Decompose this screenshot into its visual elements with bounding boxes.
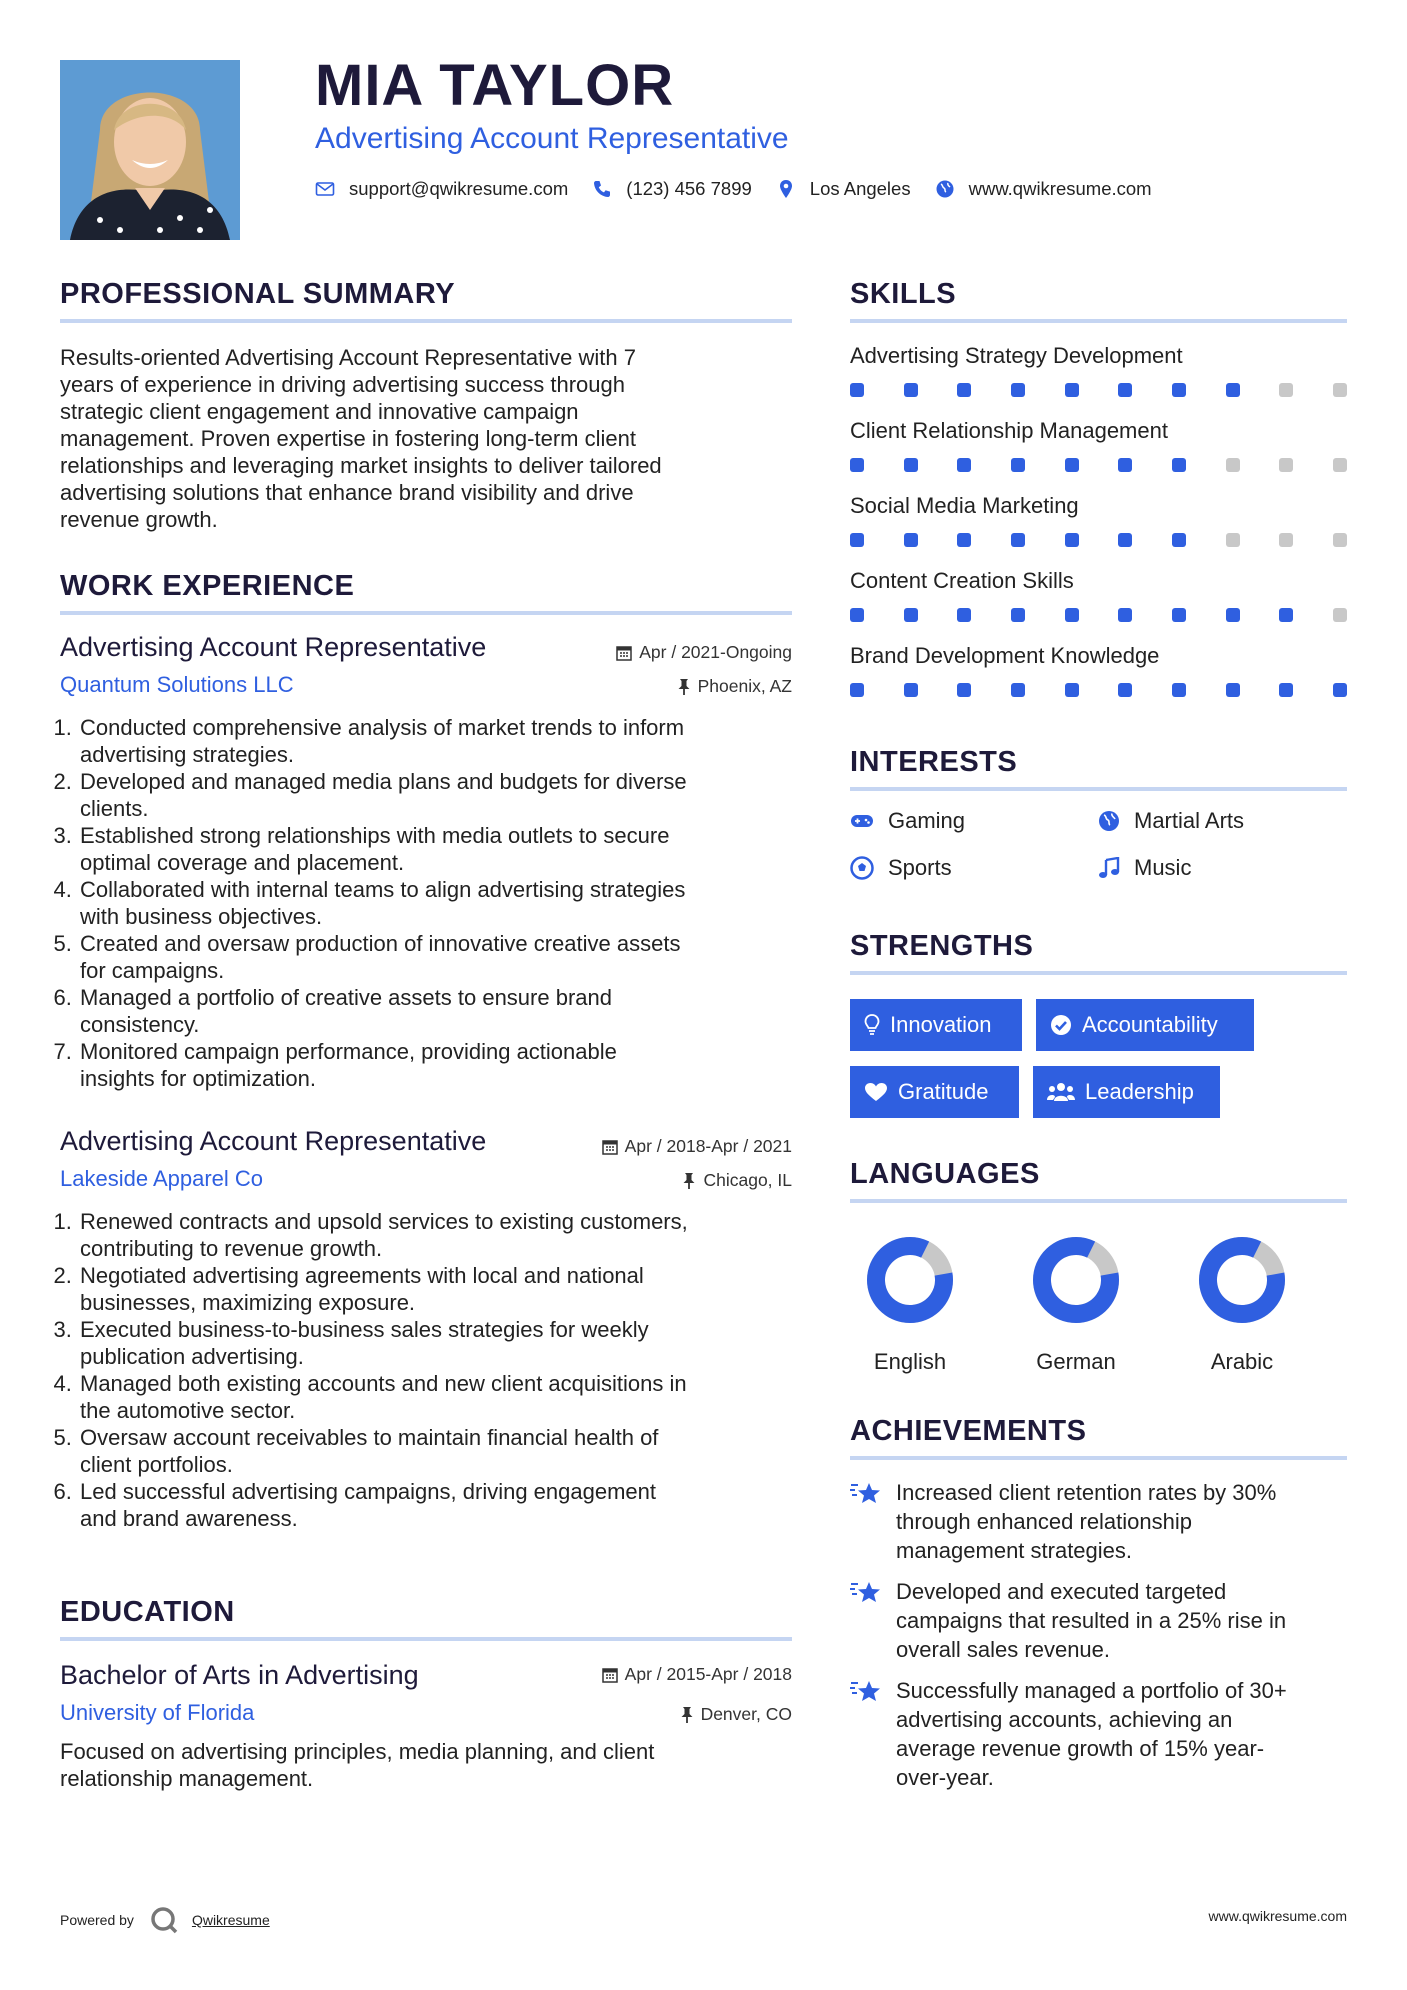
achievement-line: Developed and executed targeted bbox=[896, 1579, 1227, 1604]
skill-dot-filled bbox=[1279, 683, 1293, 697]
language-donut bbox=[1196, 1234, 1288, 1326]
skill-dot-filled bbox=[904, 608, 918, 622]
bullet-line: Negotiated advertising agreements with local and national bbox=[80, 1263, 644, 1288]
bullet-line: Developed and managed media plans and budgets for diverse bbox=[80, 769, 687, 794]
bullet-line: insights for optimization. bbox=[80, 1066, 316, 1091]
summary-line: advertising solutions that enhance brand visibility and drive bbox=[60, 480, 634, 505]
skill-dot-empty bbox=[1333, 533, 1347, 547]
strength-tag-innovation bbox=[850, 999, 1022, 1051]
interest-label: Martial Arts bbox=[1134, 808, 1245, 833]
education-date-text: Apr / 2015-Apr / 2018 bbox=[624, 1664, 792, 1684]
job-date bbox=[615, 642, 792, 663]
summary-text bbox=[60, 344, 792, 533]
job-bullets bbox=[60, 1208, 792, 1532]
strengths-heading: STRENGTHS bbox=[850, 930, 1034, 962]
skill-dot-empty bbox=[1279, 383, 1293, 397]
skill-dot-filled bbox=[957, 608, 971, 622]
skill-dot-filled bbox=[1118, 683, 1132, 697]
skill-dot-empty bbox=[1333, 383, 1347, 397]
skill-dot-filled bbox=[1065, 608, 1079, 622]
summary-line: Results-oriented Advertising Account Representative with 7 bbox=[60, 345, 636, 370]
job-bullet bbox=[78, 1370, 792, 1424]
strength-label: Innovation bbox=[890, 1012, 992, 1037]
job-entry bbox=[60, 632, 792, 1102]
education-location bbox=[679, 1704, 792, 1725]
skill-dot-filled bbox=[1011, 383, 1025, 397]
contact-location bbox=[776, 178, 911, 200]
achievement-item bbox=[850, 1577, 1350, 1664]
heart-icon bbox=[864, 1082, 888, 1102]
footer-powered-by bbox=[60, 1905, 270, 1935]
language-item bbox=[850, 1234, 970, 1375]
skill-dot-filled bbox=[850, 533, 864, 547]
skill-dot-empty bbox=[1226, 533, 1240, 547]
bullet-line: Collaborated with internal teams to align advertising strategies bbox=[80, 877, 686, 902]
summary-line: relationships and leveraging market insights to deliver tailored bbox=[60, 453, 662, 478]
job-bullet bbox=[78, 1038, 792, 1092]
achievement-line: management strategies. bbox=[896, 1538, 1133, 1563]
skill-dot-filled bbox=[1172, 383, 1186, 397]
achievement-line: through enhanced relationship bbox=[896, 1509, 1193, 1534]
experience-rule bbox=[60, 611, 792, 615]
job-location-text: Phoenix, AZ bbox=[697, 676, 792, 696]
achievement-line: overall sales revenue. bbox=[896, 1637, 1111, 1662]
bullet-line: Managed a portfolio of creative assets to ensure brand bbox=[80, 985, 612, 1010]
experience-section bbox=[60, 570, 792, 615]
interest-label: Gaming bbox=[888, 808, 966, 833]
achievement-line: Successfully managed a portfolio of 30+ bbox=[896, 1678, 1287, 1703]
skill-dot-filled bbox=[1333, 683, 1347, 697]
education-line: relationship management. bbox=[60, 1766, 314, 1791]
skills-section bbox=[850, 278, 1347, 323]
achievement-item bbox=[850, 1676, 1350, 1792]
bullet-line: consistency. bbox=[80, 1012, 200, 1037]
calendar-icon bbox=[601, 1138, 619, 1156]
bullet-line: Managed both existing accounts and new client acquisitions in bbox=[80, 1371, 687, 1396]
achievement-text bbox=[896, 1478, 1276, 1565]
skill-name: Content Creation Skills bbox=[850, 568, 1074, 593]
job-bullet bbox=[78, 984, 792, 1038]
education-entry bbox=[60, 1660, 792, 1800]
bullet-line: Conducted comprehensive analysis of market trends to inform bbox=[80, 715, 685, 740]
skill-dot-filled bbox=[1118, 533, 1132, 547]
bullet-line: and brand awareness. bbox=[80, 1506, 298, 1531]
skill-dot-filled bbox=[850, 458, 864, 472]
achievement-line: Increased client retention rates by 30% bbox=[896, 1480, 1277, 1505]
skill-dot-filled bbox=[1172, 458, 1186, 472]
bullet-line: Oversaw account receivables to maintain financial health of bbox=[80, 1425, 659, 1450]
languages-heading: LANGUAGES bbox=[850, 1158, 1040, 1190]
summary-section bbox=[60, 278, 792, 323]
job-bullet bbox=[78, 930, 792, 984]
skill-dot-filled bbox=[957, 533, 971, 547]
skill-rating bbox=[850, 533, 1347, 547]
interests-rule bbox=[850, 787, 1347, 791]
job-date-text: Apr / 2021-Ongoing bbox=[639, 642, 792, 662]
strength-tag-leadership bbox=[1033, 1066, 1220, 1118]
skill-dot-filled bbox=[1065, 458, 1079, 472]
achievement-line: advertising accounts, achieving an bbox=[896, 1707, 1233, 1732]
globe-icon bbox=[1098, 810, 1120, 832]
language-donut bbox=[864, 1234, 956, 1326]
skill-dot-filled bbox=[1065, 533, 1079, 547]
skill-rating bbox=[850, 608, 1347, 622]
job-location bbox=[676, 676, 792, 697]
interest-sports bbox=[850, 855, 952, 881]
skill-dot-filled bbox=[1118, 383, 1132, 397]
language-item bbox=[1182, 1234, 1302, 1375]
interests-heading: INTERESTS bbox=[850, 746, 1018, 778]
skill-dot-filled bbox=[904, 683, 918, 697]
contact-phone[interactable] bbox=[592, 178, 752, 200]
job-title: Advertising Account Representative bbox=[60, 632, 487, 662]
skill-dot-empty bbox=[1333, 458, 1347, 472]
bullet-line: clients. bbox=[80, 796, 149, 821]
contact-location-text: Los Angeles bbox=[809, 178, 911, 199]
degree-title: Bachelor of Arts in Advertising bbox=[60, 1660, 419, 1690]
job-bullet bbox=[78, 1262, 792, 1316]
job-title: Advertising Account Representative bbox=[60, 1126, 487, 1156]
strength-label: Gratitude bbox=[898, 1079, 989, 1104]
skill-dot-filled bbox=[957, 383, 971, 397]
language-label: German bbox=[1036, 1349, 1116, 1374]
qwikresume-link[interactable]: Qwikresume bbox=[191, 1912, 270, 1928]
languages-section bbox=[850, 1158, 1347, 1203]
skill-dot-filled bbox=[904, 383, 918, 397]
contact-website-text: www.qwikresume.com bbox=[968, 178, 1152, 199]
contact-email-text: support@qwikresume.com bbox=[349, 178, 569, 199]
map-pin-icon bbox=[776, 179, 796, 199]
interest-label: Music bbox=[1134, 855, 1192, 880]
achievement-text bbox=[896, 1577, 1286, 1664]
job-bullet bbox=[78, 1478, 792, 1532]
summary-line: revenue growth. bbox=[60, 507, 218, 532]
phone-icon bbox=[592, 179, 612, 199]
powered-by-text: Powered by bbox=[60, 1912, 134, 1928]
strength-tag-accountability bbox=[1036, 999, 1254, 1051]
achievement-text bbox=[896, 1676, 1287, 1792]
job-bullet bbox=[78, 1316, 792, 1370]
skill-rating bbox=[850, 383, 1347, 397]
job-date-text: Apr / 2018-Apr / 2021 bbox=[624, 1136, 792, 1156]
summary-line: management. Proven expertise in fostering long-term client bbox=[60, 426, 636, 451]
skill-dot-filled bbox=[1118, 608, 1132, 622]
skill-dot-filled bbox=[957, 458, 971, 472]
shooting-star-icon bbox=[850, 1579, 882, 1607]
interest-gaming bbox=[850, 808, 965, 834]
skill-dot-filled bbox=[957, 683, 971, 697]
strength-tag-gratitude bbox=[850, 1066, 1019, 1118]
calendar-icon bbox=[615, 644, 633, 662]
bullet-line: contributing to revenue growth. bbox=[80, 1236, 383, 1261]
job-bullet bbox=[78, 876, 792, 930]
contact-bar bbox=[315, 178, 1176, 200]
pushpin-icon bbox=[679, 1706, 695, 1724]
job-location-text: Chicago, IL bbox=[703, 1170, 792, 1190]
language-label: Arabic bbox=[1210, 1349, 1274, 1374]
bullet-line: businesses, maximizing exposure. bbox=[80, 1290, 416, 1315]
skill-dot-filled bbox=[1065, 683, 1079, 697]
skill-dot-filled bbox=[1226, 683, 1240, 697]
language-label: English bbox=[873, 1349, 947, 1374]
job-location bbox=[681, 1170, 792, 1191]
skills-heading: SKILLS bbox=[850, 278, 957, 310]
bullet-line: Created and oversaw production of innovative creative assets bbox=[80, 931, 681, 956]
skill-dot-filled bbox=[1172, 683, 1186, 697]
education-date bbox=[601, 1664, 792, 1685]
interests-section bbox=[850, 746, 1347, 791]
skill-dot-filled bbox=[1065, 383, 1079, 397]
job-date bbox=[601, 1136, 792, 1157]
bullet-line: for campaigns. bbox=[80, 958, 225, 983]
skill-dot-filled bbox=[904, 533, 918, 547]
strengths-section bbox=[850, 930, 1347, 975]
bullet-line: advertising strategies. bbox=[80, 742, 294, 767]
pushpin-icon bbox=[681, 1172, 697, 1190]
summary-heading: PROFESSIONAL SUMMARY bbox=[60, 278, 456, 310]
strengths-rule bbox=[850, 971, 1347, 975]
soccer-ball-icon bbox=[850, 856, 874, 880]
summary-line: years of experience in driving advertising success through bbox=[60, 372, 625, 397]
interest-music bbox=[1098, 855, 1191, 881]
education-rule bbox=[60, 1637, 792, 1641]
job-bullet bbox=[78, 768, 792, 822]
job-company: Lakeside Apparel Co bbox=[60, 1166, 264, 1191]
bullet-line: Established strong relationships with media outlets to secure bbox=[80, 823, 670, 848]
education-section bbox=[60, 1596, 792, 1641]
candidate-role: Advertising Account Representative bbox=[315, 122, 789, 155]
skill-name: Brand Development Knowledge bbox=[850, 643, 1160, 668]
skill-rating bbox=[850, 458, 1347, 472]
calendar-icon bbox=[601, 1666, 619, 1684]
bullet-line: publication advertising. bbox=[80, 1344, 304, 1369]
skill-dot-filled bbox=[1011, 608, 1025, 622]
job-bullet bbox=[78, 1424, 792, 1478]
skill-dot-filled bbox=[1011, 533, 1025, 547]
bullet-line: with business objectives. bbox=[80, 904, 323, 929]
skill-dot-filled bbox=[904, 458, 918, 472]
achievement-line: campaigns that resulted in a 25% rise in bbox=[896, 1608, 1287, 1633]
language-donut bbox=[1030, 1234, 1122, 1326]
bullet-line: Executed business-to-business sales strategies for weekly bbox=[80, 1317, 649, 1342]
profile-photo bbox=[60, 60, 240, 240]
skill-dot-empty bbox=[1279, 533, 1293, 547]
education-description bbox=[60, 1738, 792, 1792]
contact-email[interactable] bbox=[315, 178, 568, 200]
job-bullet bbox=[78, 1208, 792, 1262]
skill-dot-empty bbox=[1279, 458, 1293, 472]
skill-dot-filled bbox=[1279, 608, 1293, 622]
users-icon bbox=[1047, 1082, 1075, 1102]
skill-dot-filled bbox=[850, 608, 864, 622]
skill-dot-filled bbox=[1172, 533, 1186, 547]
skill-dot-empty bbox=[1226, 458, 1240, 472]
gamepad-icon bbox=[850, 811, 874, 831]
qwikresume-logo-icon bbox=[148, 1905, 182, 1935]
job-bullets bbox=[60, 714, 792, 1092]
shooting-star-icon bbox=[850, 1480, 882, 1508]
interest-martial-arts bbox=[1098, 808, 1244, 834]
summary-rule bbox=[60, 319, 792, 323]
music-note-icon bbox=[1098, 857, 1120, 879]
languages-rule bbox=[850, 1199, 1347, 1203]
bullet-line: Renewed contracts and upsold services to existing customers, bbox=[80, 1209, 688, 1234]
skill-dot-filled bbox=[1118, 458, 1132, 472]
skill-name: Advertising Strategy Development bbox=[850, 343, 1183, 368]
education-heading: EDUCATION bbox=[60, 1596, 235, 1628]
language-item bbox=[1016, 1234, 1136, 1375]
achievements-heading: ACHIEVEMENTS bbox=[850, 1415, 1087, 1447]
achievements-section bbox=[850, 1415, 1347, 1460]
achievement-item bbox=[850, 1478, 1350, 1565]
shooting-star-icon bbox=[850, 1678, 882, 1706]
pushpin-icon bbox=[676, 678, 692, 696]
bullet-line: Monitored campaign performance, providing actionable bbox=[80, 1039, 617, 1064]
achievement-line: average revenue growth of 15% year- bbox=[896, 1736, 1265, 1761]
skill-rating bbox=[850, 683, 1347, 697]
skill-dot-filled bbox=[1226, 608, 1240, 622]
bullet-line: Led successful advertising campaigns, driving engagement bbox=[80, 1479, 656, 1504]
bullet-line: optimal coverage and placement. bbox=[80, 850, 405, 875]
skills-rule bbox=[850, 319, 1347, 323]
interest-label: Sports bbox=[888, 855, 952, 880]
skill-dot-filled bbox=[1011, 683, 1025, 697]
job-company: Quantum Solutions LLC bbox=[60, 672, 294, 697]
education-location-text: Denver, CO bbox=[700, 1704, 792, 1724]
skill-name: Social Media Marketing bbox=[850, 493, 1079, 518]
skill-dot-filled bbox=[1226, 383, 1240, 397]
skill-dot-filled bbox=[850, 683, 864, 697]
check-circle-icon bbox=[1050, 1014, 1072, 1036]
contact-phone-text: (123) 456 7899 bbox=[626, 178, 752, 199]
bullet-line: the automotive sector. bbox=[80, 1398, 296, 1423]
skill-dot-filled bbox=[1011, 458, 1025, 472]
achievement-line: over-year. bbox=[896, 1765, 994, 1790]
job-bullet bbox=[78, 714, 792, 768]
globe-icon bbox=[935, 179, 955, 199]
strength-label: Leadership bbox=[1085, 1079, 1194, 1104]
skill-dot-filled bbox=[850, 383, 864, 397]
bullet-line: client portfolios. bbox=[80, 1452, 233, 1477]
experience-heading: WORK EXPERIENCE bbox=[60, 570, 355, 602]
achievements-rule bbox=[850, 1456, 1347, 1460]
contact-website[interactable] bbox=[935, 178, 1152, 200]
job-bullet bbox=[78, 822, 792, 876]
summary-line: strategic client engagement and innovative campaign bbox=[60, 399, 579, 424]
job-entry bbox=[60, 1126, 792, 1556]
school-name: University of Florida bbox=[60, 1700, 255, 1725]
lightbulb-icon bbox=[864, 1014, 880, 1036]
education-line: Focused on advertising principles, media planning, and client bbox=[60, 1739, 655, 1764]
envelope-icon bbox=[315, 179, 335, 199]
footer-website[interactable]: www.qwikresume.com bbox=[1208, 1908, 1347, 1924]
strength-label: Accountability bbox=[1082, 1012, 1218, 1037]
skill-name: Client Relationship Management bbox=[850, 418, 1168, 443]
skill-dot-empty bbox=[1333, 608, 1347, 622]
candidate-name: MIA TAYLOR bbox=[315, 53, 675, 118]
skill-dot-filled bbox=[1172, 608, 1186, 622]
